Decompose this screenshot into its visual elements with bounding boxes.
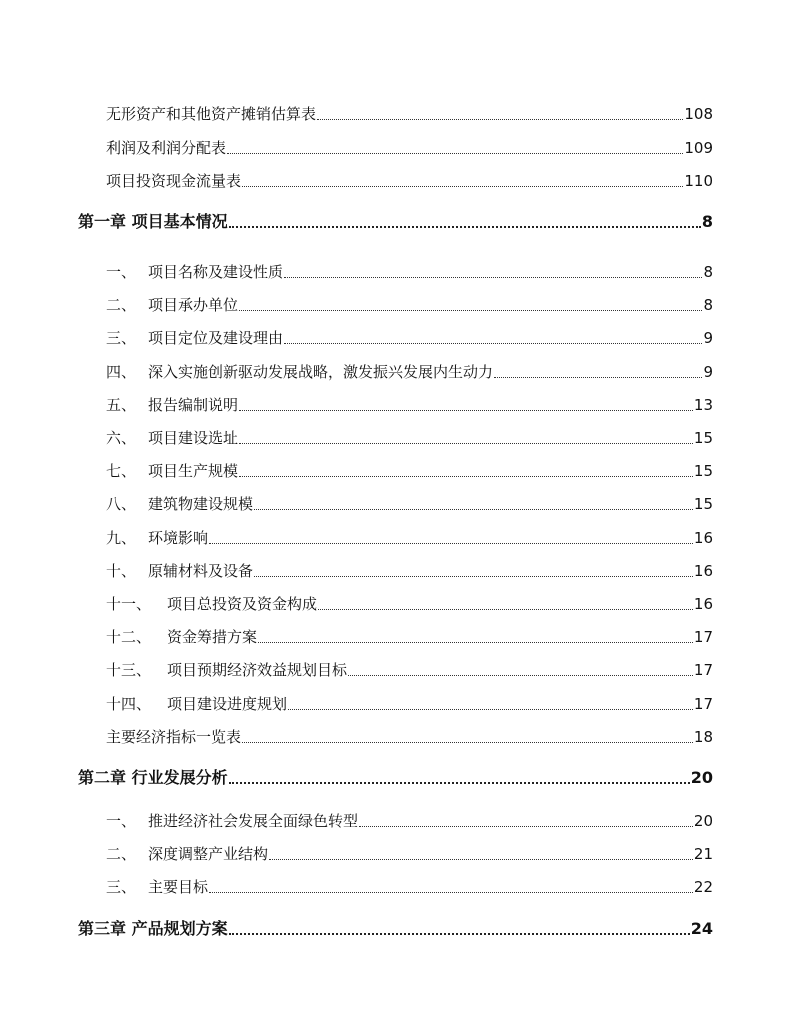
toc-entry[interactable]: [106, 138, 713, 158]
toc-entry-number: 十三、: [106, 661, 152, 679]
toc-entry[interactable]: [106, 844, 713, 864]
toc-entry-page: 110: [684, 172, 713, 190]
toc-entry-number: 四、: [106, 363, 137, 381]
toc-entry-number: 三、: [106, 878, 137, 896]
toc-entry-number: 一、: [106, 263, 137, 281]
toc-entry-page: 9: [703, 363, 713, 381]
toc-chapter-title: 第二章 行业发展分析: [78, 768, 228, 787]
toc-entry-title: 项目生产规模: [148, 462, 239, 480]
toc-entry[interactable]: [106, 428, 713, 448]
toc-entry-number: 十、: [106, 562, 137, 580]
toc-entry-page: 15: [693, 462, 713, 480]
toc-entry-title: 项目预期经济效益规划目标: [167, 661, 348, 679]
dot-leader: [254, 575, 693, 577]
toc-entry-title: 无形资产和其他资产摊销估算表: [106, 105, 317, 123]
toc-entry[interactable]: [106, 328, 713, 348]
toc-entry-title: 推进经济社会发展全面绿色转型: [148, 812, 359, 830]
toc-entry-title: 项目名称及建设性质: [148, 263, 284, 281]
toc-entry-number: 二、: [106, 845, 137, 863]
toc-entry-number: 二、: [106, 296, 137, 314]
toc-entry-page: 108: [684, 105, 713, 123]
toc-entry-title: 深度调整产业结构: [148, 845, 269, 863]
dot-leader: [229, 932, 690, 935]
toc-entry-number: 三、: [106, 329, 137, 347]
toc-entry[interactable]: [106, 104, 713, 124]
toc-entry[interactable]: [106, 395, 713, 415]
toc-entry-number: 七、: [106, 462, 137, 480]
toc-entry[interactable]: [106, 561, 713, 581]
toc-entry-number: 十二、: [106, 628, 152, 646]
toc-entry-page: 8: [703, 296, 713, 314]
toc-entry-title: 主要经济指标一览表: [106, 728, 242, 746]
dot-leader: [239, 409, 693, 411]
dot-leader: [284, 342, 702, 344]
toc-entry-page: 17: [693, 695, 713, 713]
toc-entry[interactable]: [106, 727, 713, 747]
toc-entry-page: 20: [693, 812, 713, 830]
dot-leader: [258, 641, 693, 643]
dot-leader: [242, 185, 683, 187]
toc-entry-page: 13: [693, 396, 713, 414]
toc-entry-title: 报告编制说明: [148, 396, 239, 414]
toc-entry-page: 22: [693, 878, 713, 896]
toc-entry-number: 五、: [106, 396, 137, 414]
toc-entry[interactable]: [106, 627, 713, 647]
toc-entry-page: 16: [693, 529, 713, 547]
toc-chapter-page: 24: [690, 919, 713, 938]
toc-chapter[interactable]: [78, 919, 713, 939]
toc-entry[interactable]: [106, 811, 713, 831]
toc-entry[interactable]: [106, 694, 713, 714]
toc-chapter-title: 第三章 产品规划方案: [78, 919, 228, 938]
toc-entry-number: 六、: [106, 429, 137, 447]
toc-entry-title: 资金筹措方案: [167, 628, 258, 646]
dot-leader: [318, 608, 693, 610]
toc-entry[interactable]: [106, 494, 713, 514]
toc-entry-page: 17: [693, 661, 713, 679]
toc-entry-title: 项目总投资及资金构成: [167, 595, 318, 613]
toc-entry-title: 原辅材料及设备: [148, 562, 254, 580]
toc-entry-title: 利润及利润分配表: [106, 139, 227, 157]
toc-entry-number: 十一、: [106, 595, 152, 613]
dot-leader: [229, 225, 701, 228]
toc-entry-title: 项目建设选址: [148, 429, 239, 447]
toc-entry[interactable]: [106, 877, 713, 897]
toc-entry-title: 项目定位及建设理由: [148, 329, 284, 347]
toc-entry-number: 九、: [106, 529, 137, 547]
toc-entry-page: 16: [693, 595, 713, 613]
toc-entry-title: 项目投资现金流量表: [106, 172, 242, 190]
dot-leader: [227, 152, 683, 154]
toc-entry[interactable]: [106, 171, 713, 191]
toc-entry[interactable]: [106, 362, 713, 382]
toc-entry-title: 主要目标: [148, 878, 209, 896]
toc-entry-page: 15: [693, 495, 713, 513]
toc-chapter[interactable]: [78, 768, 713, 788]
toc-entry[interactable]: [106, 660, 713, 680]
toc-entry-title: 建筑物建设规模: [148, 495, 254, 513]
toc-entry-page: 109: [684, 139, 713, 157]
toc-entry-title: 项目建设进度规划: [167, 695, 288, 713]
toc-entry[interactable]: [106, 594, 713, 614]
toc-entry-number: 一、: [106, 812, 137, 830]
toc-entry[interactable]: [106, 528, 713, 548]
toc-entry-page: 21: [693, 845, 713, 863]
toc-entry-page: 18: [693, 728, 713, 746]
dot-leader: [269, 858, 693, 860]
dot-leader: [288, 708, 693, 710]
toc-entry-number: 十四、: [106, 695, 152, 713]
toc-entry-page: 17: [693, 628, 713, 646]
toc-chapter-page: 20: [690, 768, 713, 787]
dot-leader: [239, 442, 693, 444]
toc-entry-page: 16: [693, 562, 713, 580]
toc-entry-page: 15: [693, 429, 713, 447]
dot-leader: [317, 118, 683, 120]
dot-leader: [359, 825, 693, 827]
dot-leader: [239, 309, 702, 311]
toc-entry-title: 深入实施创新驱动发展战略，激发振兴发展内生动力: [148, 363, 494, 381]
toc-entry[interactable]: [106, 461, 713, 481]
toc-entry-page: 8: [703, 263, 713, 281]
toc-chapter-page: 8: [701, 212, 713, 231]
toc-chapter-title: 第一章 项目基本情况: [78, 212, 228, 231]
dot-leader: [242, 741, 693, 743]
dot-leader: [254, 508, 693, 510]
dot-leader: [494, 376, 702, 378]
toc-entry-number: 八、: [106, 495, 137, 513]
toc-chapter[interactable]: [78, 212, 713, 232]
toc-entry-page: 9: [703, 329, 713, 347]
toc-entry-title: 环境影响: [148, 529, 209, 547]
dot-leader: [348, 674, 693, 676]
dot-leader: [229, 781, 690, 784]
toc-entry-title: 项目承办单位: [148, 296, 239, 314]
toc-entry[interactable]: [106, 262, 713, 282]
dot-leader: [209, 891, 693, 893]
dot-leader: [209, 542, 693, 544]
dot-leader: [284, 276, 702, 278]
toc-entry[interactable]: [106, 295, 713, 315]
dot-leader: [239, 475, 693, 477]
